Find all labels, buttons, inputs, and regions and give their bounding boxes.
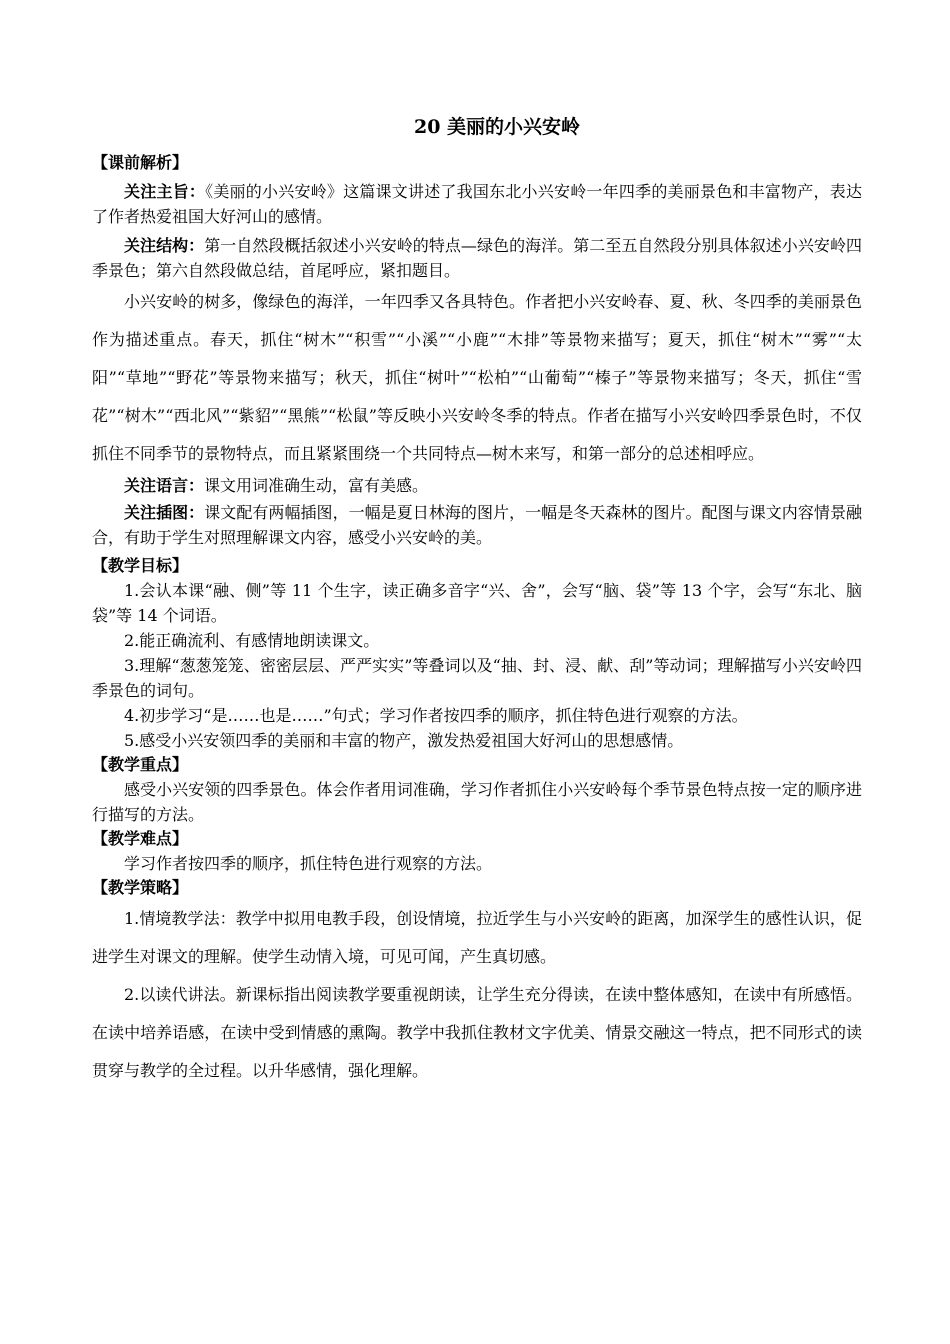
document-page <box>92 112 862 1090</box>
goal-item: 2.能正确流利、有感情地朗读课文。 <box>124 631 380 650</box>
difficulties-text: 学习作者按四季的顺序，抓住特色进行观察的方法。 <box>124 854 493 873</box>
illustration-text: 课文配有两幅插图，一幅是夏日林海的图片，一幅是冬天森林的图片。配图与课文内容情景融合，有助于学生对照理解课文内容，感受小兴安岭的美。 <box>92 503 862 547</box>
theme-text: 《美丽的小兴安岭》这篇课文讲述了我国东北小兴安岭一年四季的美丽景色和丰富物产，表达了作者热爱祖国大好河山的感情。 <box>92 182 862 226</box>
structure-label: 关注结构： <box>124 236 205 255</box>
goal-item: 1.会认本课“融、侧”等 11 个生字，读正确多音字“兴、舍”，会写“脑、袋”等 13 个字，会写“东北、脑袋”等 14 个词语。 <box>92 581 862 625</box>
goal-item: 5.感受小兴安领四季的美丽和丰富的物产，激发热爱祖国大好河山的思想感情。 <box>124 731 684 750</box>
goal-item: 3.理解“葱葱笼笼、密密层层、严严实实”等叠词以及“抽、封、浸、献、刮”等动词；理解描写小兴安岭四季景色的词句。 <box>92 656 862 700</box>
section-heading-strategies: 【教学策略】 <box>92 878 189 897</box>
key-points-text: 感受小兴安领的四季景色。体会作者用词准确，学习作者抓住小兴安岭每个季节景色特点按一定的顺序进行描写的方法。 <box>92 780 862 824</box>
goal-item: 4.初步学习“是……也是……”句式；学习作者按四季的顺序，抓住特色进行观察的方法。 <box>124 706 748 725</box>
language-text: 课文用词准确生动，富有美感。 <box>204 476 429 495</box>
strategy-item: 1.情境教学法：教学中拟用电教手段，创设情境，拉近学生与小兴安岭的距离，加深学生的感性认识，促进学生对课文的理解。使学生动情入境，可见可闻，产生真切感。 <box>92 909 862 966</box>
structure-text: 第一自然段概括叙述小兴安岭的特点—绿色的海洋。第二至五自然段分别具体叙述小兴安岭四季景色；第六自然段做总结，首尾呼应，紧扣题目。 <box>92 236 862 280</box>
theme-label: 关注主旨： <box>124 182 206 201</box>
strategy-item: 2.以读代讲法。新课标指出阅读教学要重视朗读，让学生充分得读，在读中整体感知，在读中有所感悟。在读中培养语感，在读中受到情感的熏陶。教学中我抓住教材文字优美、情景交融这一特点，把不同形式的读贯穿与教学的全过程。以升华感情，强化理解。 <box>92 985 862 1080</box>
language-label: 关注语言： <box>124 476 205 495</box>
section-heading-analysis: 【课前解析】 <box>92 153 189 172</box>
section-heading-key-points: 【教学重点】 <box>92 755 189 774</box>
page-title: 20 美丽的小兴安岭 <box>413 116 581 138</box>
illustration-paragraph <box>92 500 862 550</box>
detail-paragraph: 小兴安岭的树多，像绿色的海洋，一年四季又各具特色。作者把小兴安岭春、夏、秋、冬四季的美丽景色作为描述重点。春天，抓住“树木”“积雪”“小溪”“小鹿”“木排”等景物来描写；夏天，抓住“树木”“雾”“太阳”“草地”“野花”等景物来描写；秋天，抓住“树叶”“松柏”“山葡萄”“榛子”等景物来描写；冬天，抓住“雪花”“树木”“西北风”“紫貂”“黑熊”“松鼠”等反映小兴安岭冬季的特点。作者在描写小兴安岭四季景色时，不仅抓住不同季节的景物特点，而且紧紧围绕一个共同特点—树木来写，和第一部分的总述相呼应。 <box>92 292 862 463</box>
section-heading-difficulties: 【教学难点】 <box>92 829 189 848</box>
structure-paragraph <box>92 233 862 283</box>
theme-paragraph <box>92 179 862 229</box>
illustration-label: 关注插图： <box>124 503 205 522</box>
language-paragraph <box>92 473 862 498</box>
section-heading-goals: 【教学目标】 <box>92 556 189 575</box>
